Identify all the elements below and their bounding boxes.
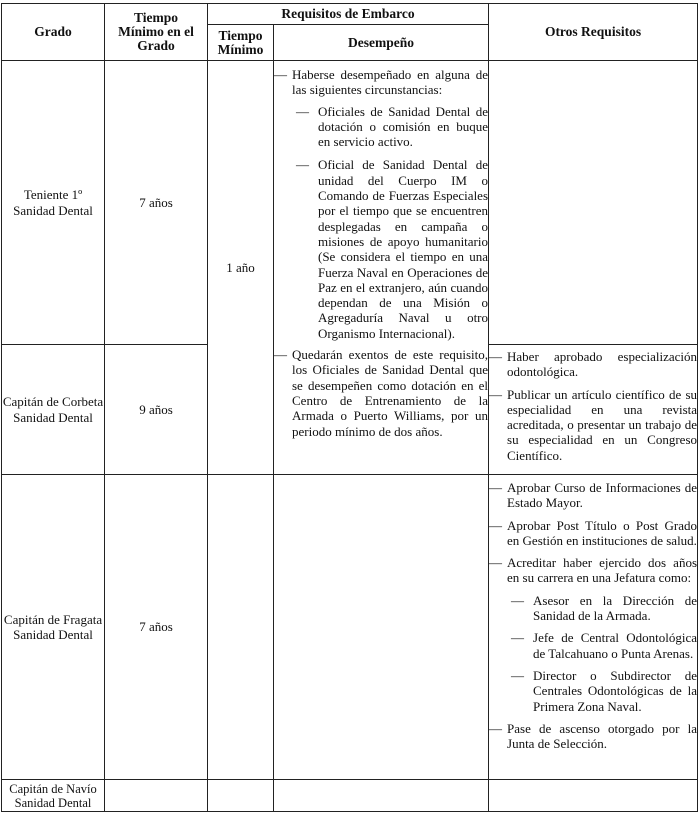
otros-corbeta-text: Publicar un artículo científico de su especialidad en una revista acreditada, o presentar un trabajo de su especialidad en un Congreso Científico. [507, 386, 698, 463]
dash-mark: — [296, 157, 309, 173]
header-tiempo-minimo: Tiempo Mínimo [208, 25, 274, 61]
requirements-table [1, 3, 698, 812]
header-tiempo-minimo-grado: Tiempo Mínimo en el Grado [105, 4, 208, 61]
row-teniente-otros [489, 61, 698, 345]
jefatura-text: Director o Subdirector de Centrales Odontológicas de la Primera Zona Naval. [533, 667, 698, 714]
row-corbeta-grado: Capitán de Corbeta Sanidad Dental [2, 345, 105, 475]
row-fragata-grado: Capitán de Fragata Sanidad Dental [2, 475, 105, 780]
otros-fragata-item [489, 721, 697, 752]
row-corbeta-tiempo: 9 años [105, 345, 208, 475]
desempeno-sub-text: Oficiales de Sanidad Dental de dotación o comisión en buque en servicio activo. [318, 103, 489, 150]
otros-corbeta-text: Haber aprobado especialización odontológica. [507, 349, 698, 380]
otros-fragata-item [489, 518, 697, 549]
row-navio-grado: Capitán de Navío Sanidad Dental [2, 780, 105, 812]
jefatura-item [511, 630, 697, 661]
row-corbeta-otros [489, 345, 698, 475]
jefatura-text: Asesor en la Dirección de Sanidad de la Armada. [533, 592, 698, 624]
header-desempeno: Desempeño [274, 25, 489, 61]
desempeno-exento-item [274, 347, 488, 439]
dash-mark: — [489, 480, 503, 495]
row-navio-tiempo [105, 780, 208, 812]
row-teniente-grado: Teniente 1º Sanidad Dental [2, 61, 105, 345]
dash-mark: — [511, 667, 525, 683]
row-navio-otros [489, 780, 698, 812]
dash-mark: — [296, 103, 309, 119]
jefatura-item [511, 593, 697, 624]
desempeno-sub-text: Oficial de Sanidad Dental de unidad del Cuerpo IM o Comando de Fuerzas Especiales por el tiempo que se encuentren desplegadas en campaña o misiones de apoyo humanitario (Se considera el tiempo en una Fuerza Naval en Operaciones de Paz en el extranjero, aún cuando dependan de una Misión o Agregaduría Naval u otro Organismo Internacional). [318, 157, 489, 341]
otros-fragata-item [489, 555, 697, 586]
dash-mark: — [489, 720, 503, 736]
dash-mark: — [274, 347, 287, 363]
desempeno-exento-text: Quedarán exentos de este requisito, los Oficiales de Sanidad Dental que se desempeñen como dotación en el Centro de Entrenamiento de la Armada o Puerto Williams, por un periodo mínimo de dos años. [292, 347, 489, 439]
row-fragata-embarco-desempeno [274, 475, 489, 780]
dash-mark: — [489, 517, 503, 533]
otros-corbeta-item [489, 349, 697, 380]
dash-mark: — [274, 67, 287, 82]
dash-mark: — [489, 386, 503, 402]
header-otros-requisitos: Otros Requisitos [489, 4, 698, 61]
otros-fragata-text: Pase de ascenso otorgado por la Junta de Selección. [507, 720, 698, 752]
jefatura-text: Jefe de Central Odontológica de Talcahuano o Punta Arenas. [533, 630, 698, 661]
row-fragata-otros [489, 475, 698, 780]
embarco-tiempo-minimo: 1 año [208, 61, 274, 475]
dash-mark: — [489, 349, 503, 364]
dash-mark: — [511, 630, 525, 646]
row-navio-embarco-tiempo [208, 780, 274, 812]
desempeno-intro-item [274, 67, 488, 98]
row-fragata-embarco-tiempo [208, 475, 274, 780]
desempeno-sub-item [296, 104, 488, 150]
embarco-desempeno [274, 61, 489, 475]
desempeno-sub-item [296, 157, 488, 341]
otros-fragata-text: Aprobar Curso de Informaciones de Estado Mayor. [507, 480, 698, 511]
otros-fragata-item [489, 480, 697, 511]
jefatura-item [511, 668, 697, 714]
dash-mark: — [511, 592, 525, 608]
row-navio-embarco-desempeno [274, 780, 489, 812]
row-teniente-tiempo: 7 años [105, 61, 208, 345]
header-grado: Grado [2, 4, 105, 61]
otros-fragata-text: Aprobar Post Título o Post Grado en Gestión en instituciones de salud. [507, 517, 698, 548]
desempeno-intro-text: Haberse desempeñado en alguna de las siguientes circunstancias: [292, 67, 489, 98]
otros-fragata-text: Acreditar haber ejercido dos años en su carrera en una Jefatura como: [507, 555, 698, 586]
otros-corbeta-item [489, 387, 697, 463]
row-fragata-tiempo: 7 años [105, 475, 208, 780]
dash-mark: — [489, 555, 503, 571]
header-requisitos-embarco: Requisitos de Embarco [208, 4, 489, 25]
